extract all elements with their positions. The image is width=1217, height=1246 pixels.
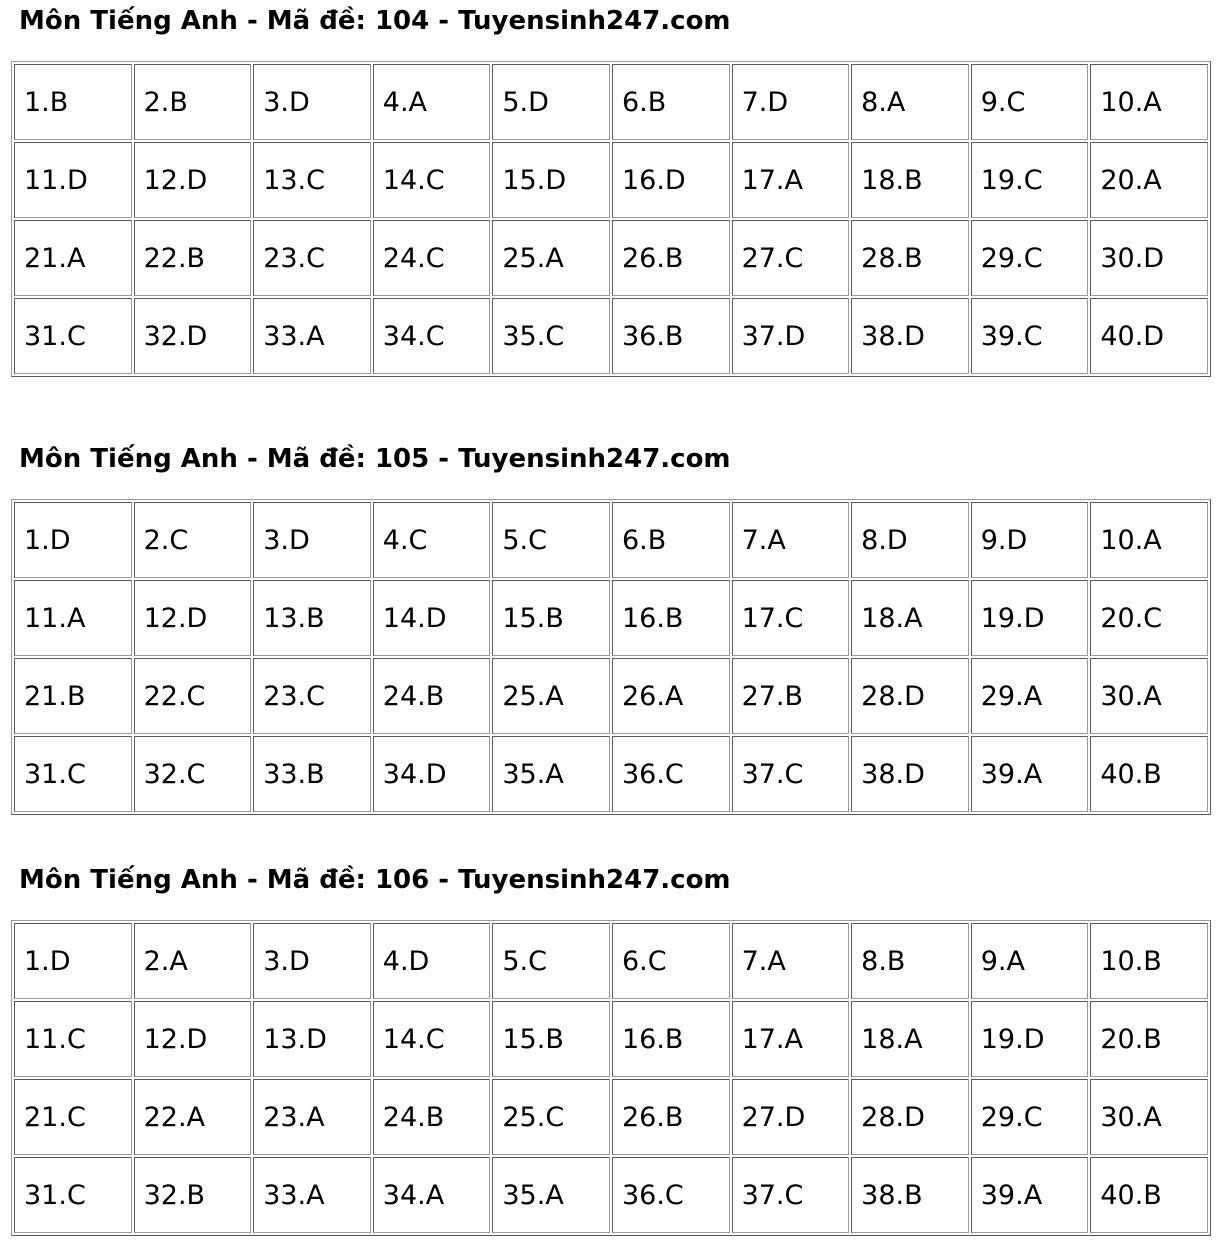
answer-cell: 33.A — [253, 1157, 371, 1233]
answer-cell: 34.A — [373, 1157, 491, 1233]
answer-cell: 30.A — [1090, 1079, 1208, 1155]
answer-cell: 33.B — [253, 736, 371, 812]
answer-cell: 26.B — [612, 220, 730, 296]
answer-row — [14, 220, 1208, 296]
answer-cell: 5.D — [492, 64, 610, 140]
answer-cell: 36.B — [612, 298, 730, 374]
answer-cell: 38.B — [851, 1157, 969, 1233]
answer-cell: 4.C — [373, 502, 491, 578]
answer-cell: 35.A — [492, 1157, 610, 1233]
answer-cell: 37.C — [732, 1157, 850, 1233]
answer-cell: 2.A — [134, 923, 252, 999]
answer-cell: 17.A — [732, 142, 850, 218]
answer-row — [14, 923, 1208, 999]
answer-cell: 10.B — [1090, 923, 1208, 999]
answer-cell: 13.D — [253, 1001, 371, 1077]
answer-cell: 35.C — [492, 298, 610, 374]
answer-cell: 34.D — [373, 736, 491, 812]
answer-cell: 29.C — [971, 220, 1089, 296]
answer-cell: 31.C — [14, 1157, 132, 1233]
answer-cell: 29.C — [971, 1079, 1089, 1155]
answer-cell: 32.C — [134, 736, 252, 812]
answer-row — [14, 64, 1208, 140]
answer-cell: 22.B — [134, 220, 252, 296]
answer-cell: 3.D — [253, 923, 371, 999]
answer-cell: 20.A — [1090, 142, 1208, 218]
answer-cell: 13.C — [253, 142, 371, 218]
answer-cell: 21.A — [14, 220, 132, 296]
answer-cell: 19.C — [971, 142, 1089, 218]
answer-cell: 13.B — [253, 580, 371, 656]
answer-cell: 19.D — [971, 1001, 1089, 1077]
answer-cell: 17.C — [732, 580, 850, 656]
answer-cell: 3.D — [253, 502, 371, 578]
answer-cell: 33.A — [253, 298, 371, 374]
answer-cell: 16.B — [612, 580, 730, 656]
answer-row — [14, 1001, 1208, 1077]
answer-cell: 36.C — [612, 1157, 730, 1233]
answer-cell: 16.B — [612, 1001, 730, 1077]
answer-cell: 8.B — [851, 923, 969, 999]
answer-cell: 7.A — [732, 502, 850, 578]
answer-cell: 39.A — [971, 1157, 1089, 1233]
answer-cell: 5.C — [492, 502, 610, 578]
answer-cell: 36.C — [612, 736, 730, 812]
answer-cell: 27.D — [732, 1079, 850, 1155]
answer-cell: 6.B — [612, 502, 730, 578]
answer-cell: 15.B — [492, 1001, 610, 1077]
answer-cell: 18.B — [851, 142, 969, 218]
answer-table — [11, 61, 1211, 377]
answer-cell: 18.A — [851, 580, 969, 656]
answer-cell: 40.B — [1090, 1157, 1208, 1233]
answer-cell: 9.C — [971, 64, 1089, 140]
answer-cell: 21.C — [14, 1079, 132, 1155]
answer-cell: 27.C — [732, 220, 850, 296]
answer-row — [14, 736, 1208, 812]
answer-cell: 31.C — [14, 298, 132, 374]
answer-row — [14, 1157, 1208, 1233]
answer-cell: 28.D — [851, 658, 969, 734]
answer-cell: 40.B — [1090, 736, 1208, 812]
answer-cell: 4.A — [373, 64, 491, 140]
answer-cell: 11.A — [14, 580, 132, 656]
answer-cell: 10.A — [1090, 502, 1208, 578]
answer-cell: 6.C — [612, 923, 730, 999]
answer-cell: 16.D — [612, 142, 730, 218]
answer-cell: 10.A — [1090, 64, 1208, 140]
answer-cell: 22.A — [134, 1079, 252, 1155]
answer-row — [14, 580, 1208, 656]
answer-cell: 21.B — [14, 658, 132, 734]
answer-cell: 15.B — [492, 580, 610, 656]
answer-cell: 24.C — [373, 220, 491, 296]
answer-cell: 39.C — [971, 298, 1089, 374]
answer-cell: 23.C — [253, 220, 371, 296]
answer-cell: 2.B — [134, 64, 252, 140]
answer-cell: 14.C — [373, 142, 491, 218]
answer-cell: 26.B — [612, 1079, 730, 1155]
answer-cell: 3.D — [253, 64, 371, 140]
answer-cell: 14.C — [373, 1001, 491, 1077]
answer-row — [14, 142, 1208, 218]
answer-cell: 37.D — [732, 298, 850, 374]
answer-cell: 7.A — [732, 923, 850, 999]
answer-cell: 4.D — [373, 923, 491, 999]
answer-cell: 6.B — [612, 64, 730, 140]
answer-cell: 29.A — [971, 658, 1089, 734]
answer-cell: 28.D — [851, 1079, 969, 1155]
answer-cell: 30.A — [1090, 658, 1208, 734]
answer-cell: 9.A — [971, 923, 1089, 999]
answer-cell: 39.A — [971, 736, 1089, 812]
answer-cell: 12.D — [134, 1001, 252, 1077]
answer-table — [11, 499, 1211, 815]
answer-cell: 9.D — [971, 502, 1089, 578]
answer-cell: 8.D — [851, 502, 969, 578]
answer-cell: 20.B — [1090, 1001, 1208, 1077]
answer-cell: 30.D — [1090, 220, 1208, 296]
answer-cell: 24.B — [373, 658, 491, 734]
answer-cell: 32.D — [134, 298, 252, 374]
answer-cell: 37.C — [732, 736, 850, 812]
answer-row — [14, 502, 1208, 578]
answer-cell: 23.A — [253, 1079, 371, 1155]
answer-cell: 11.D — [14, 142, 132, 218]
answer-cell: 38.D — [851, 298, 969, 374]
section-title: Môn Tiếng Anh - Mã đề: 104 - Tuyensinh247.com — [19, 6, 731, 36]
answer-cell: 38.D — [851, 736, 969, 812]
answer-row — [14, 658, 1208, 734]
answer-cell: 35.A — [492, 736, 610, 812]
answer-cell: 7.D — [732, 64, 850, 140]
answer-table — [11, 920, 1211, 1236]
answer-cell: 25.C — [492, 1079, 610, 1155]
answer-cell: 12.D — [134, 580, 252, 656]
answer-cell: 28.B — [851, 220, 969, 296]
answer-row — [14, 298, 1208, 374]
answer-cell: 27.B — [732, 658, 850, 734]
section-title: Môn Tiếng Anh - Mã đề: 106 - Tuyensinh247.com — [19, 865, 731, 895]
answer-cell: 26.A — [612, 658, 730, 734]
answer-cell: 15.D — [492, 142, 610, 218]
answer-cell: 19.D — [971, 580, 1089, 656]
answer-cell: 31.C — [14, 736, 132, 812]
answer-cell: 40.D — [1090, 298, 1208, 374]
answer-cell: 23.C — [253, 658, 371, 734]
answer-cell: 2.C — [134, 502, 252, 578]
answer-cell: 1.D — [14, 923, 132, 999]
answer-cell: 14.D — [373, 580, 491, 656]
answer-cell: 5.C — [492, 923, 610, 999]
answer-cell: 18.A — [851, 1001, 969, 1077]
answer-cell: 17.A — [732, 1001, 850, 1077]
answer-cell: 34.C — [373, 298, 491, 374]
answer-cell: 20.C — [1090, 580, 1208, 656]
answer-cell: 22.C — [134, 658, 252, 734]
answer-cell: 8.A — [851, 64, 969, 140]
section-title: Môn Tiếng Anh - Mã đề: 105 - Tuyensinh247.com — [19, 444, 731, 474]
answer-cell: 1.B — [14, 64, 132, 140]
answer-cell: 25.A — [492, 220, 610, 296]
answer-cell: 25.A — [492, 658, 610, 734]
answer-row — [14, 1079, 1208, 1155]
answer-cell: 11.C — [14, 1001, 132, 1077]
answer-cell: 1.D — [14, 502, 132, 578]
answer-cell: 24.B — [373, 1079, 491, 1155]
answer-cell: 12.D — [134, 142, 252, 218]
answer-cell: 32.B — [134, 1157, 252, 1233]
